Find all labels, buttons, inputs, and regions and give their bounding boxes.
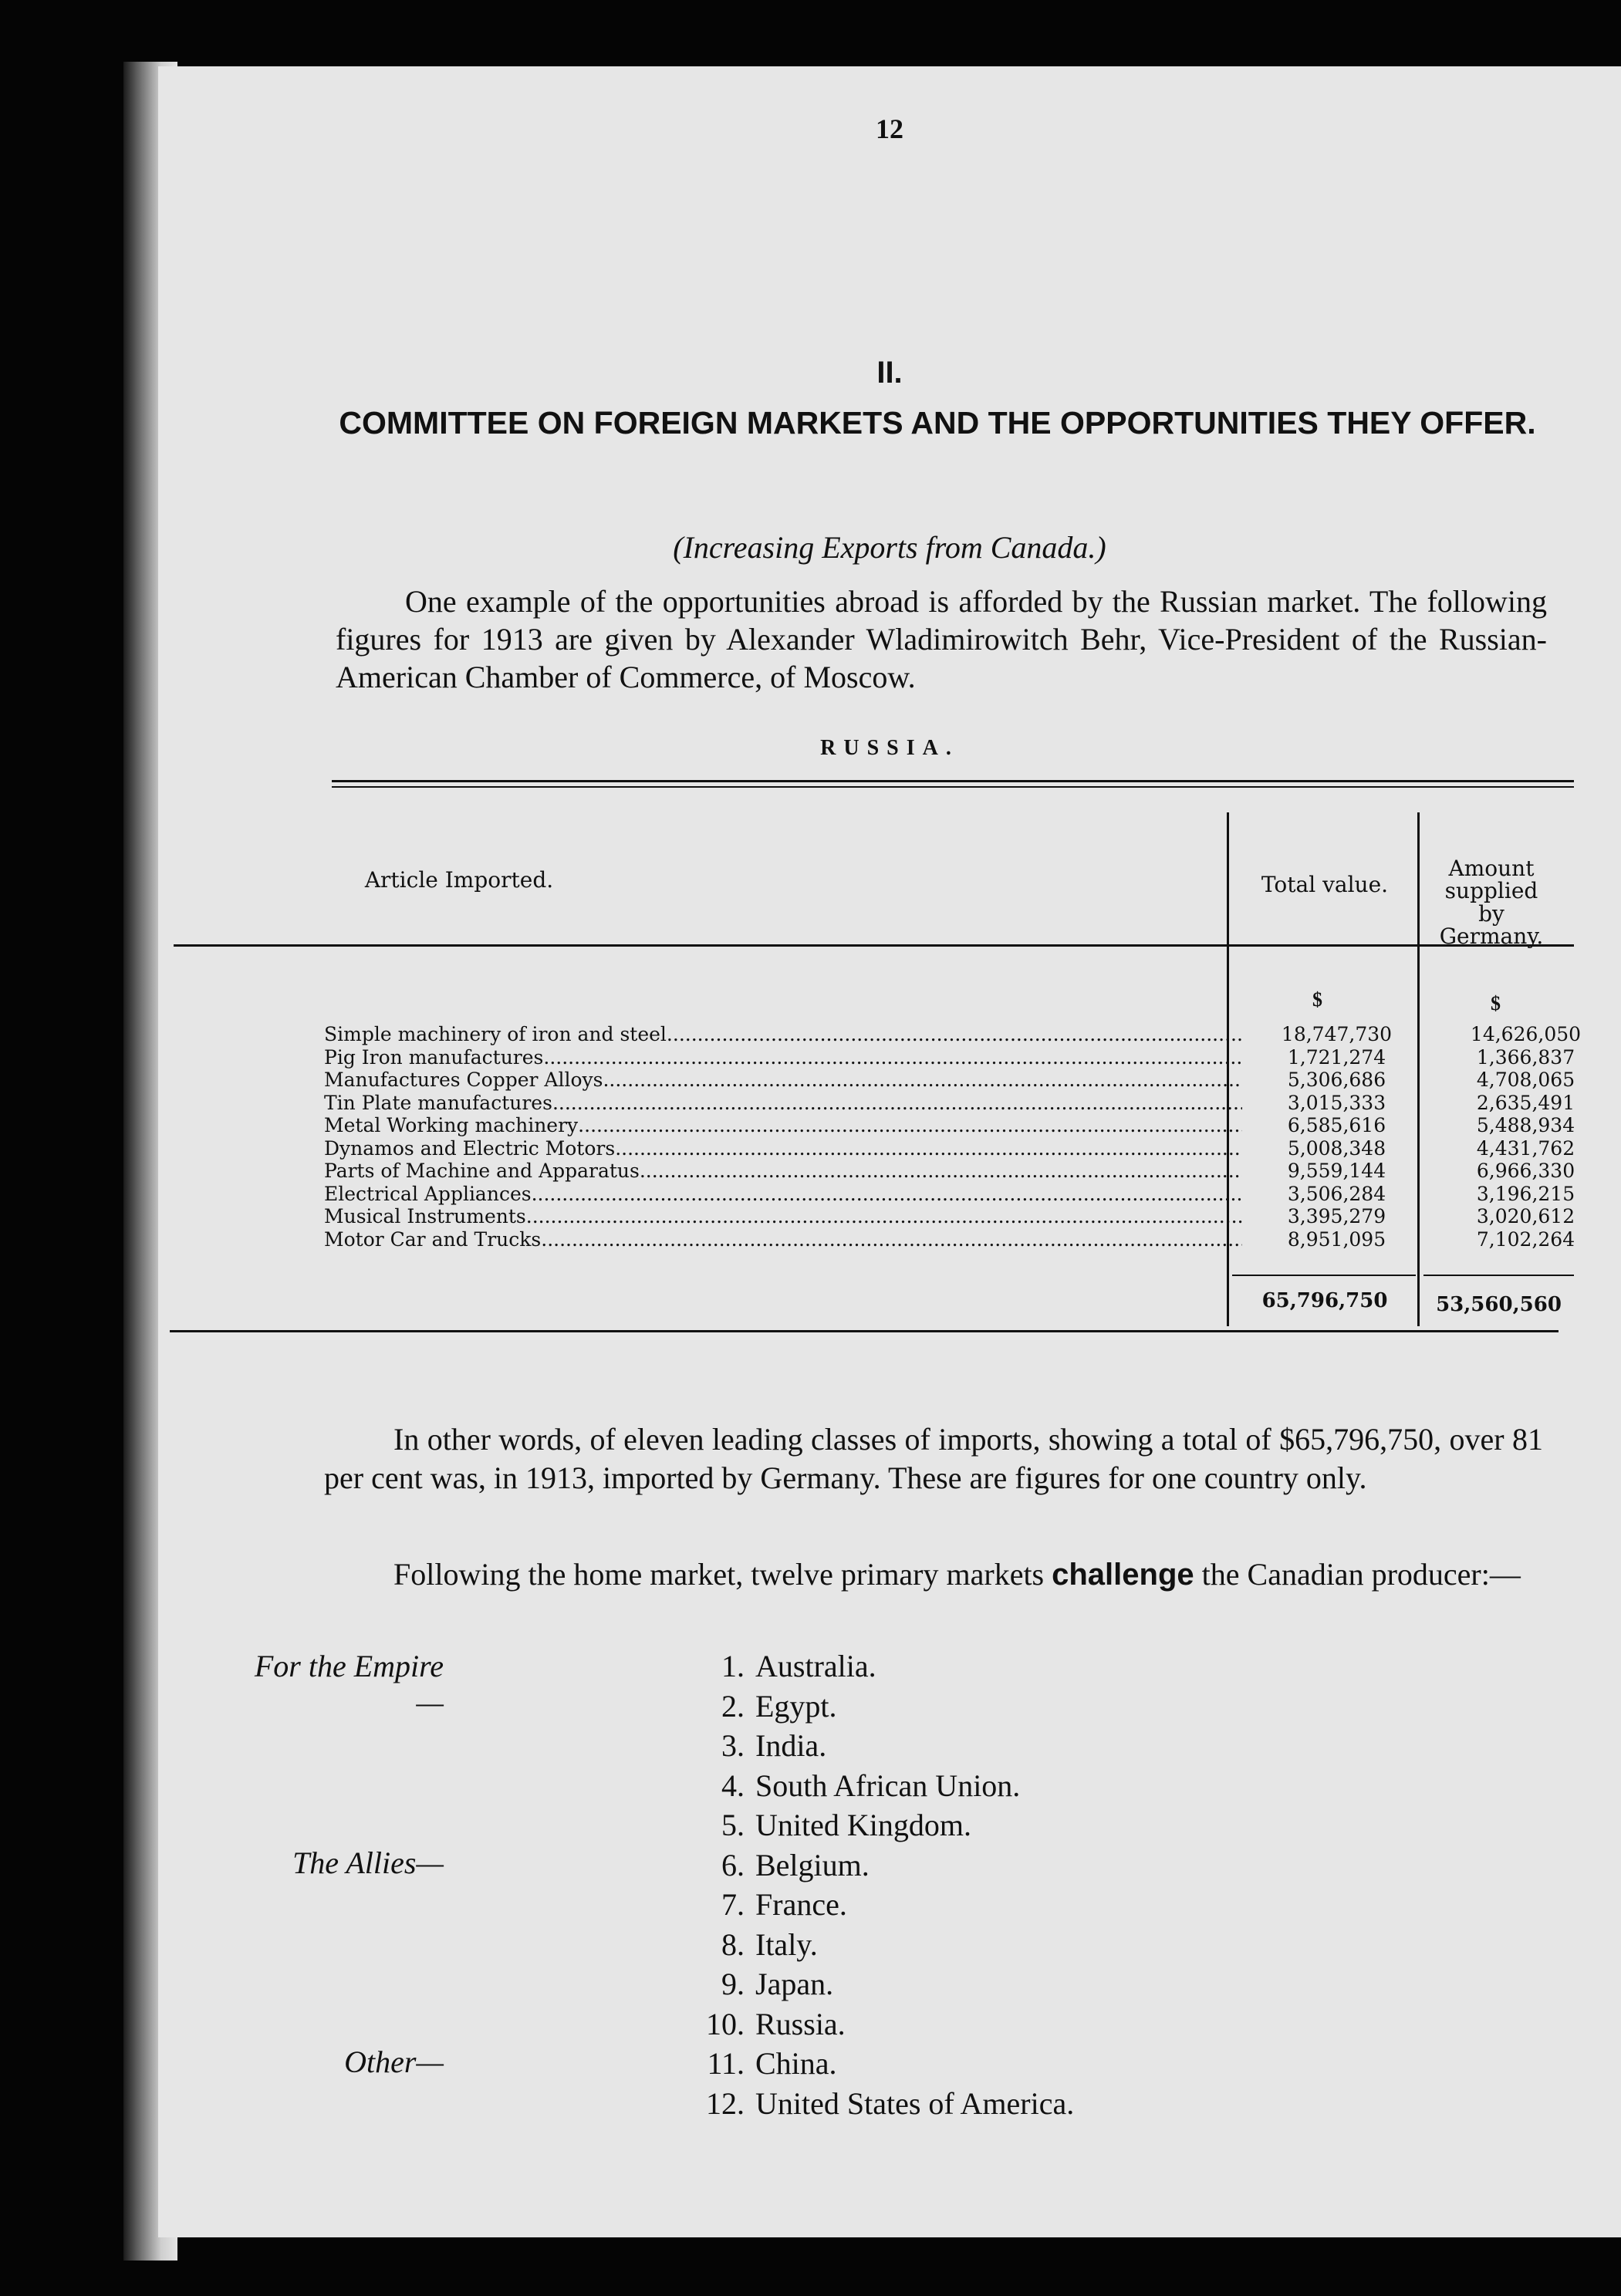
row-article-cell [324,1205,1242,1228]
leader-dots [667,1023,1242,1046]
row-article: Simple machinery of iron and steel [324,1023,667,1045]
market-name: United States of America. [755,2085,1075,2121]
page-number: 12 [876,113,903,144]
market-name: Australia. [755,1649,876,1683]
market-name: Japan. [755,1967,834,2001]
row-total: 3,395,279 [1287,1205,1386,1227]
group-label-allies: The Allies— [292,1845,444,1880]
market-number: 2. [721,1688,745,1724]
market-number: 12. [706,2085,745,2121]
market-item [683,1847,870,1883]
summary-paragraph: In other words, of eleven leading classes of imports, showing a total of $65,796,750, over 81 per cent was, in 1913, imported by Germany. These are figures for one country only. [324,1422,1543,1495]
table-header-rule [174,944,1574,947]
markets-paragraph-post: the Canadian producer:— [1194,1557,1521,1592]
table-country-title: RUSSIA. [820,736,959,760]
market-item [683,2006,846,2042]
leader-dots [640,1160,1242,1183]
leader-dots [578,1114,1242,1137]
market-number: 6. [721,1847,745,1882]
row-article-cell [324,1183,1242,1206]
market-item [683,1926,818,1963]
leader-dots [541,1228,1242,1251]
row-total: 1,721,274 [1287,1045,1386,1069]
row-article: Motor Car and Trucks [324,1227,542,1251]
market-name: Italy. [755,1926,818,1962]
market-number: 5. [721,1808,745,1842]
row-article: Electrical Appliances [324,1182,532,1205]
table-top-rule-inner [332,786,1574,788]
leader-dots [603,1069,1242,1092]
row-article-cell [324,1160,1242,1183]
row-article: Tin Plate manufactures [324,1091,552,1114]
table-row [324,1160,1621,1183]
row-germany: 1,366,837 [1476,1045,1575,1069]
row-germany: 3,020,612 [1476,1205,1575,1227]
table-row [324,1183,1621,1206]
market-item [683,1966,833,2002]
row-total: 5,306,686 [1287,1069,1386,1091]
intro-paragraph: One example of the opportunities abroad is afforded by the Russian market. The following figures for 1913 are given by Alexander Wladimirowitch Behr, Vice-President of the Russian-American Chamber of Commerce, of Moscow. [336,584,1547,694]
market-item [683,1807,971,1843]
sum-total: 65,796,750 [1261,1289,1388,1312]
row-total: 6,585,616 [1287,1114,1386,1136]
row-article: Musical Instruments [324,1205,526,1227]
row-article-cell [324,1046,1242,1069]
row-article-cell [324,1023,1242,1046]
group-label-other: Other— [344,2044,444,2079]
table-row [324,1137,1621,1160]
market-item [683,1727,826,1764]
market-item [683,1886,847,1923]
market-item [683,1768,1020,1804]
market-number: 1. [721,1649,745,1683]
market-number: 8. [721,1926,745,1962]
table-row [324,1205,1621,1228]
row-article: Pig Iron manufactures [324,1045,544,1069]
leader-dots [543,1046,1242,1069]
section-subtitle: (Increasing Exports from Canada.) [673,530,1106,565]
total-rule-1 [1232,1275,1416,1276]
document-page [158,66,1621,2237]
market-number: 10. [706,2006,745,2041]
leader-dots [615,1137,1242,1160]
row-total: 9,559,144 [1287,1160,1386,1182]
market-name: China. [755,2046,837,2081]
market-name: Belgium. [755,1847,870,1882]
sum-germany: 53,560,560 [1436,1293,1562,1316]
currency-total: $ [1312,988,1322,1011]
leader-dots [526,1205,1242,1228]
market-number: 3. [721,1728,745,1763]
row-germany: 6,966,330 [1476,1160,1575,1182]
row-germany: 5,488,934 [1476,1114,1575,1136]
col-header-total: Total value. [1261,872,1389,897]
row-germany: 7,102,264 [1476,1227,1575,1251]
market-name: France. [755,1887,847,1922]
markets-paragraph [324,1555,1543,1594]
markets-paragraph-pre: Following the home market, twelve primary markets [393,1557,1052,1592]
table-row [324,1228,1621,1251]
table-row [324,1023,1621,1046]
market-number: 4. [721,1768,745,1803]
row-total: 18,747,730 [1281,1023,1393,1045]
table-top-rule [332,780,1574,782]
row-germany: 4,431,762 [1476,1136,1575,1160]
table-row [324,1046,1621,1069]
section-heading: COMMITTEE ON FOREIGN MARKETS AND THE OPPORTUNITIES THEY OFFER. [339,405,1536,441]
row-germany: 14,626,050 [1470,1023,1582,1045]
market-item [683,1688,837,1724]
row-article: Dynamos and Electric Motors [324,1136,616,1160]
row-article-cell [324,1137,1242,1160]
row-germany: 2,635,491 [1476,1091,1575,1114]
row-article-cell [324,1114,1242,1137]
table-body [324,1023,1621,1251]
leader-dots [532,1183,1242,1206]
row-germany: 4,708,065 [1476,1069,1575,1091]
table-row [324,1092,1621,1115]
row-total: 3,015,333 [1287,1091,1386,1114]
total-rule-2 [1423,1275,1574,1276]
row-article-cell [324,1069,1242,1092]
row-total: 3,506,284 [1287,1182,1386,1205]
market-name: Russia. [755,2006,846,2041]
row-article-cell [324,1092,1242,1115]
col-header-article: Article Imported. [364,867,554,893]
row-article: Parts of Machine and Apparatus [324,1160,640,1182]
currency-germany: $ [1491,992,1501,1015]
market-number: 7. [721,1887,745,1922]
market-name: India. [755,1728,827,1763]
market-item [683,2045,837,2082]
row-germany: 3,196,215 [1476,1182,1575,1205]
market-name: United Kingdom. [755,1808,971,1842]
market-item [683,1648,876,1684]
row-total: 8,951,095 [1287,1227,1386,1251]
table-bottom-rule [170,1330,1559,1332]
col-header-germany: Amount supplied by Germany. [1439,856,1544,950]
table-row [324,1069,1621,1092]
market-name: South African Union. [755,1768,1021,1803]
market-name: Egypt. [755,1688,837,1724]
market-item [683,2085,1074,2122]
leader-dots [552,1092,1242,1115]
row-article: Metal Working machinery [324,1114,579,1136]
section-number: II. [876,356,903,390]
table-row [324,1114,1621,1137]
row-total: 5,008,348 [1287,1136,1386,1160]
group-label-empire: For the Empire— [254,1649,444,1720]
market-number: 11. [707,2046,745,2081]
row-article-cell [324,1228,1242,1251]
markets-paragraph-emphasis: challenge [1052,1558,1194,1592]
row-article: Manufactures Copper Alloys [324,1069,603,1091]
market-number: 9. [721,1967,745,2001]
